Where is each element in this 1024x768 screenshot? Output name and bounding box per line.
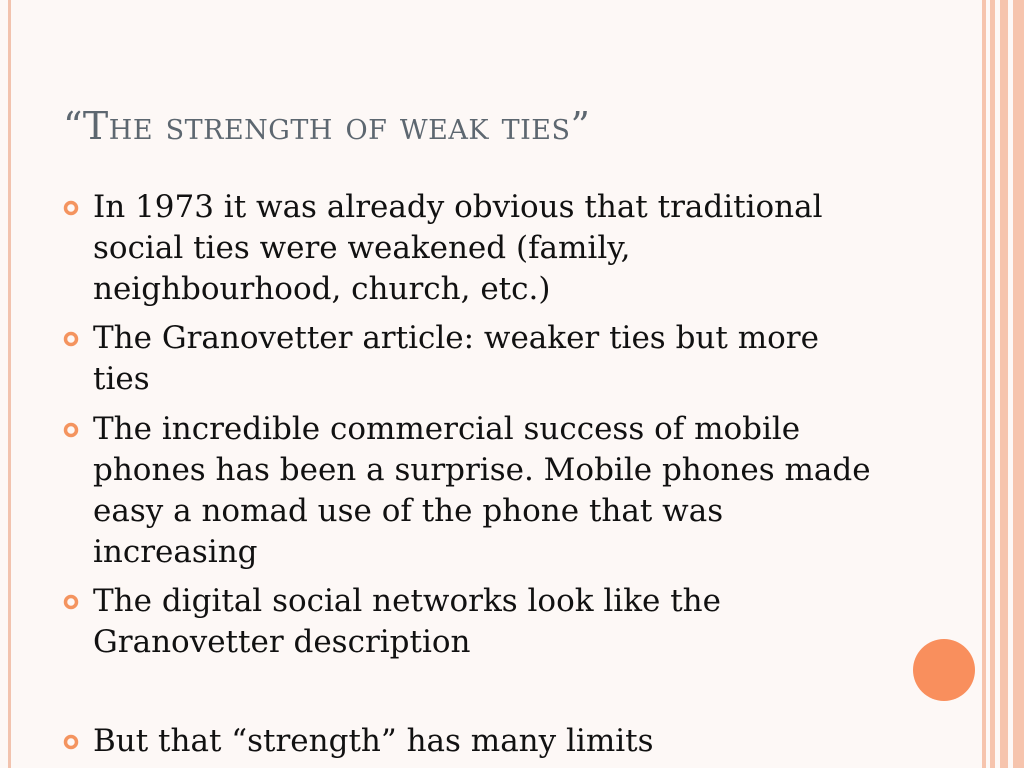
bullet-text: The Granovetter article: weaker ties but more ties — [93, 320, 819, 397]
ring-bullet-icon — [63, 594, 79, 610]
stripe — [1000, 0, 1008, 768]
stripe — [990, 0, 995, 768]
ring-bullet-icon — [63, 734, 79, 750]
decorative-circle — [913, 639, 975, 701]
stripe — [1013, 0, 1024, 768]
ring-bullet-icon — [63, 200, 79, 216]
bullet-text: In 1973 it was already obvious that traditional social ties were weakened (family, neighbourhood, church, etc.) — [93, 189, 823, 307]
bullet-text: The incredible commercial success of mobile phones has been a surprise. Mobile phones made easy a nomad use of the phone that was increasing — [93, 411, 871, 570]
stripe — [982, 0, 986, 768]
left-frame-line — [8, 0, 11, 768]
slide-title: “The strength of weak ties” — [63, 104, 591, 148]
ring-bullet-icon — [63, 331, 79, 347]
bullet-text: But that “strength” has many limits — [93, 723, 654, 759]
ring-bullet-icon — [63, 422, 79, 438]
bullet-text: The digital social networks look like the Granovetter description — [93, 583, 721, 660]
decorative-stripes — [978, 0, 1024, 768]
